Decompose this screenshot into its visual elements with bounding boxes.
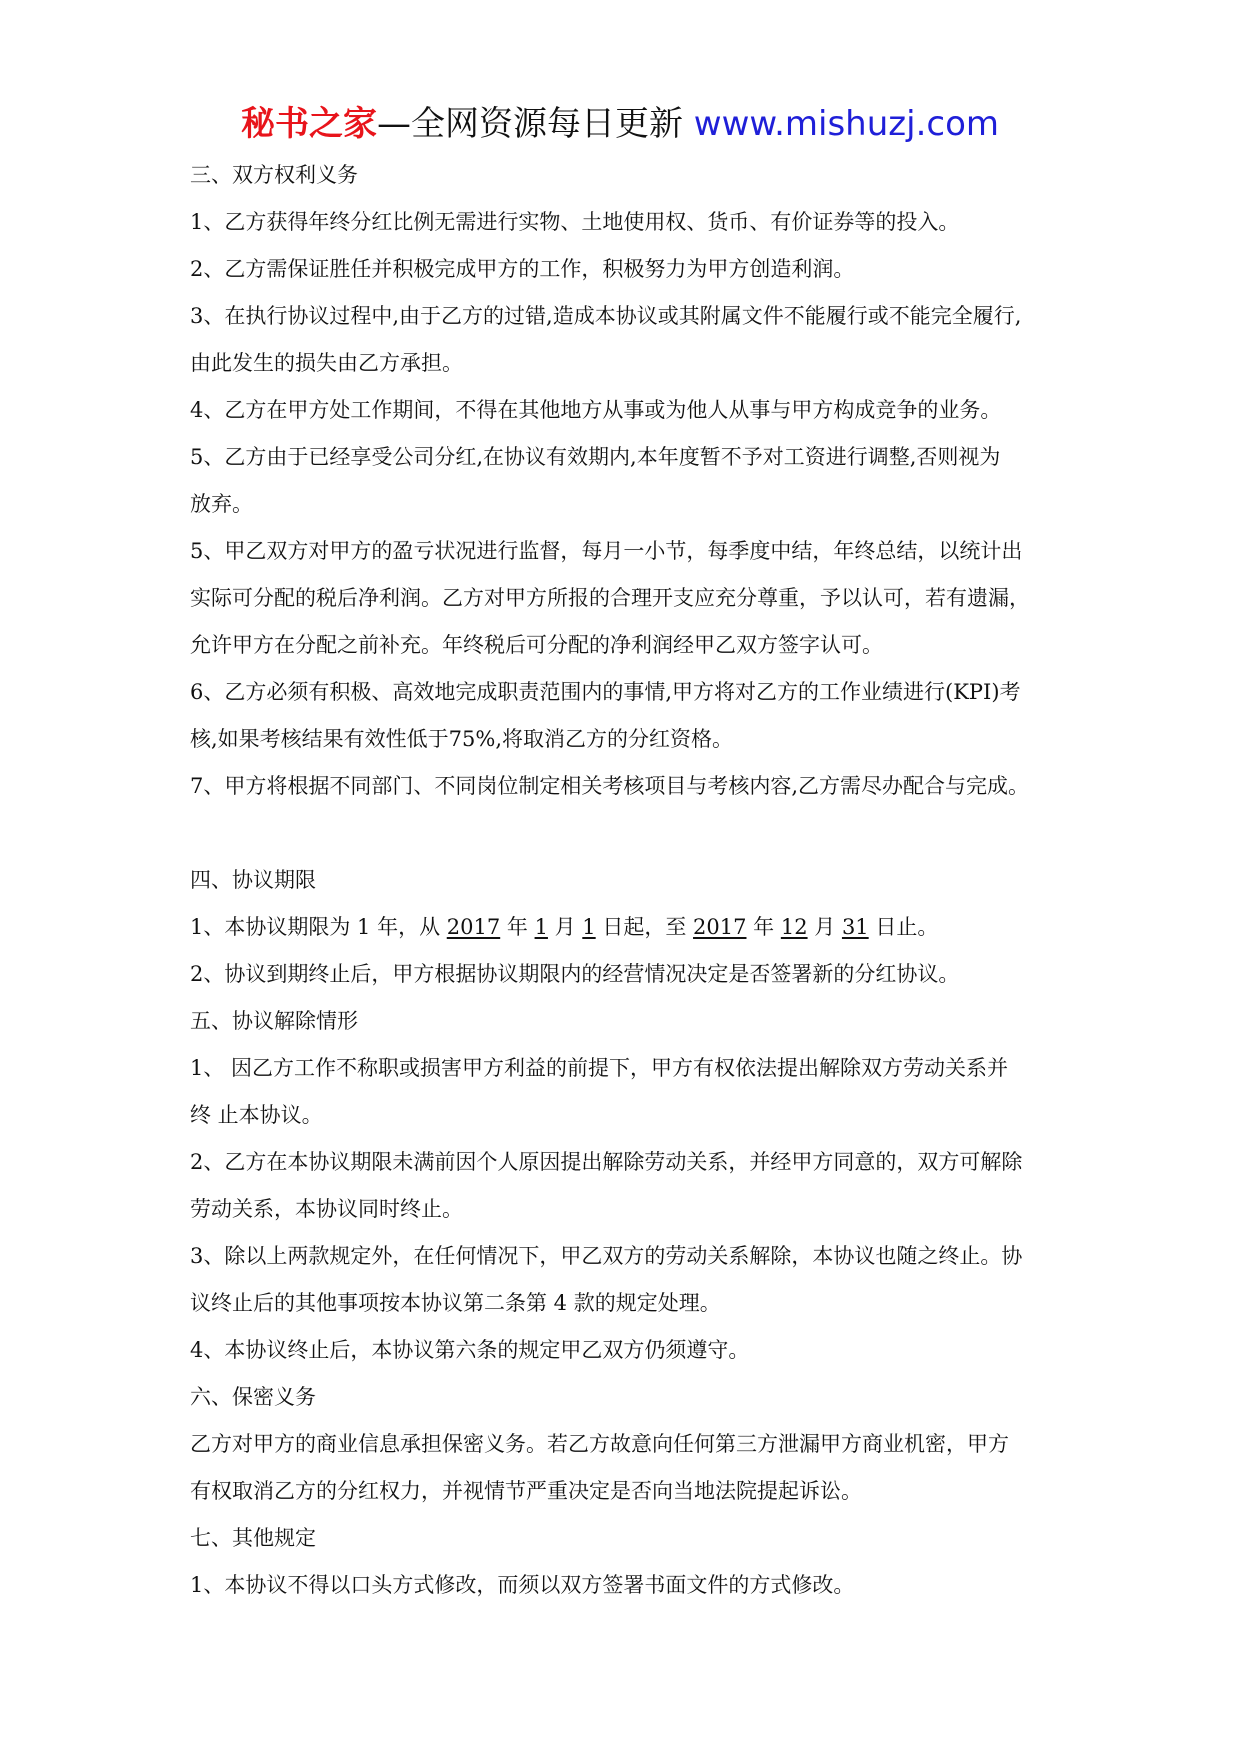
end-month-field: 12 — [780, 915, 808, 939]
clause-3-5a-line-1: 5、乙方由于已经享受公司分红,在协议有效期内,本年度暂不予对工资进行调整,否则视为 — [190, 445, 1001, 469]
start-year-field: 2017 — [446, 915, 501, 939]
month-text: 月 — [807, 915, 842, 939]
banner-brand: 秘书之家 — [240, 104, 377, 144]
from-text: 日起，至 — [595, 915, 694, 939]
clause-5-2-line-2: 劳动关系，本协议同时终止。 — [190, 1197, 463, 1221]
clause-3-3-line-1: 3、在执行协议过程中,由于乙方的过错,造成本协议或其附属文件不能履行或不能完全履行, — [190, 304, 1022, 328]
clause-3-6-line-2: 核,如果考核结果有效性低于75%,将取消乙方的分红资格。 — [190, 727, 734, 751]
clause-5-1-line-1: 1、 因乙方工作不称职或损害甲方利益的前提下，甲方有权依法提出解除双方劳动关系并 — [190, 1056, 1009, 1080]
clause-3-1: 1、乙方获得年终分红比例无需进行实物、土地使用权、货币、有价证券等的投入。 — [190, 210, 960, 234]
end-year-field: 2017 — [693, 915, 747, 939]
year-text: 年 — [746, 915, 781, 939]
clause-5-4: 4、本协议终止后，本协议第六条的规定甲乙双方仍须遵守。 — [190, 1338, 750, 1362]
clause-3-5b-line-1: 5、甲乙双方对甲方的盈亏状况进行监督，每月一小节，每季度中结，年终总结，以统计出 — [190, 539, 1023, 563]
clause-3-6-line-1: 6、乙方必须有积极、高效地完成职责范围内的事情,甲方将对乙方的工作业绩进行(KPI)考 — [190, 680, 1021, 704]
clause-3-7: 7、甲方将根据不同部门、不同岗位制定相关考核项目与考核内容,乙方需尽办配合与完成。 — [190, 774, 1030, 798]
clause-3-5a-line-2: 放弃。 — [190, 492, 253, 516]
watermark-banner — [0, 100, 1240, 148]
section-heading-agreement-term: 四、协议期限 — [190, 868, 316, 892]
term-prefix-text: 1、本协议期限为 1 年，从 — [190, 915, 447, 939]
section-heading-termination: 五、协议解除情形 — [190, 1009, 358, 1033]
year-text: 年 — [500, 915, 535, 939]
section-heading-confidentiality: 六、保密义务 — [190, 1385, 316, 1409]
until-text: 日止。 — [868, 915, 939, 939]
clause-3-2: 2、乙方需保证胜任并积极完成甲方的工作，积极努力为甲方创造利润。 — [190, 257, 855, 281]
clause-5-3-line-1: 3、除以上两款规定外，在任何情况下，甲乙双方的劳动关系解除，本协议也随之终止。协 — [190, 1244, 1023, 1268]
document-body — [190, 152, 1070, 1609]
clause-3-4: 4、乙方在甲方处工作期间，不得在其他地方从事或为他人从事与甲方构成竞争的业务。 — [190, 398, 1002, 422]
end-day-field: 31 — [841, 915, 869, 939]
clause-3-5b-line-3: 允许甲方在分配之前补充。年终税后可分配的净利润经甲乙双方签字认可。 — [190, 633, 883, 657]
section-heading-other-provisions: 七、其他规定 — [190, 1526, 316, 1550]
start-day-field: 1 — [582, 915, 596, 939]
section-heading-rights-obligations: 三、双方权利义务 — [190, 163, 358, 187]
clause-3-3-line-2: 由此发生的损失由乙方承担。 — [190, 351, 463, 375]
clause-4-2: 2、协议到期终止后，甲方根据协议期限内的经营情况决定是否签署新的分红协议。 — [190, 962, 960, 986]
clause-7-1: 1、本协议不得以口头方式修改，而须以双方签署书面文件的方式修改。 — [190, 1573, 855, 1597]
clause-3-5b-line-2: 实际可分配的税后净利润。乙方对甲方所报的合理开支应充分尊重，予以认可，若有遗漏， — [190, 586, 1030, 610]
banner-slogan: —全网资源每日更新 — [376, 104, 694, 144]
clause-5-3-line-2: 议终止后的其他事项按本协议第二条第 4 款的规定处理。 — [190, 1291, 721, 1315]
clause-5-2-line-1: 2、乙方在本协议期限未满前因个人原因提出解除劳动关系，并经甲方同意的，双方可解除 — [190, 1150, 1023, 1174]
clause-5-1-line-2: 终 止本协议。 — [190, 1103, 323, 1127]
clause-6-line-1: 乙方对甲方的商业信息承担保密义务。若乙方故意向任何第三方泄漏甲方商业机密，甲方 — [190, 1432, 1009, 1456]
clause-4-1 — [190, 904, 1070, 951]
banner-url-link[interactable]: www.mishuzj.com — [693, 104, 999, 144]
start-month-field: 1 — [534, 915, 548, 939]
month-text: 月 — [547, 915, 583, 939]
clause-6-line-2: 有权取消乙方的分红权力，并视情节严重决定是否向当地法院提起诉讼。 — [190, 1479, 862, 1503]
